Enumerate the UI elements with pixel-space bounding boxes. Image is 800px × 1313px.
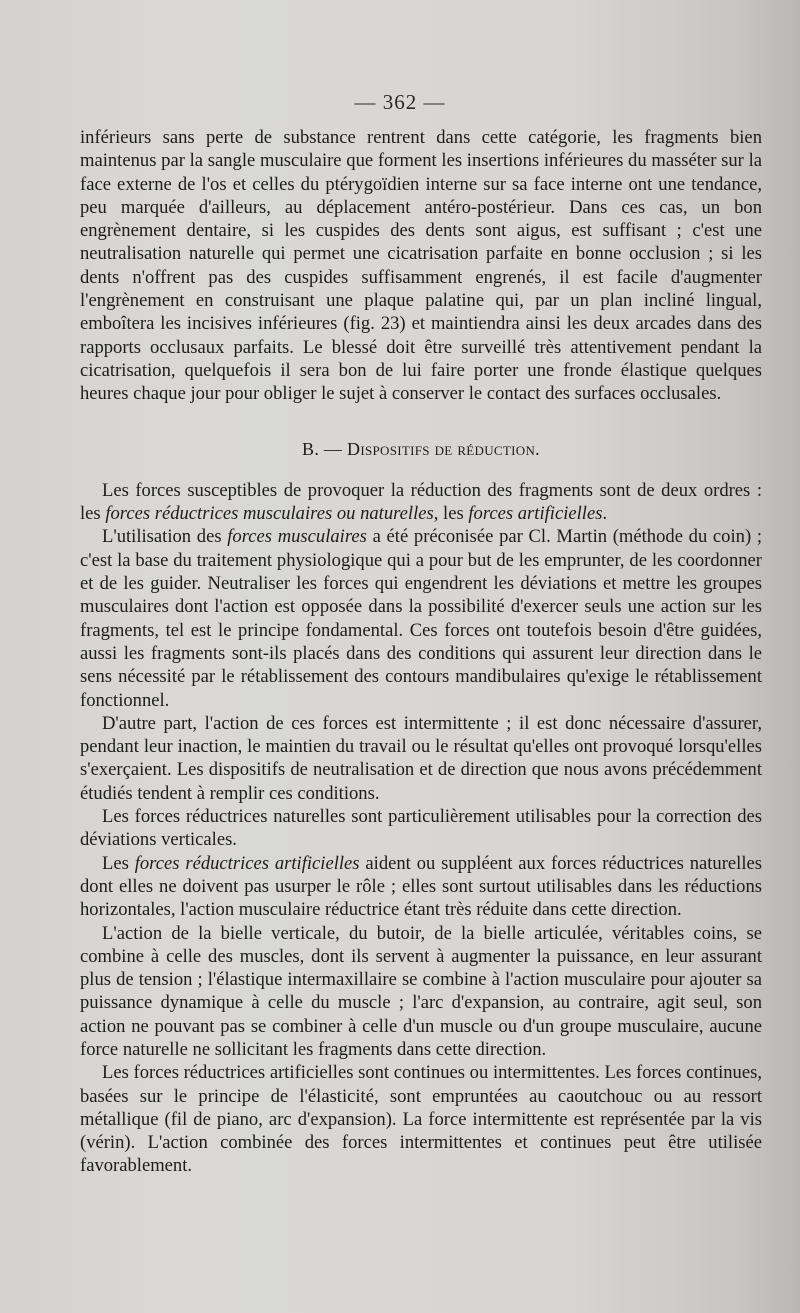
section-heading-prefix: B. — bbox=[302, 438, 348, 459]
paragraph-intermittent-action: D'autre part, l'action de ces forces est intermittente ; il est donc nécessaire d'assurer, pendant leur inaction, le maintien du travail ou le résultat qu'elles ont provoqué lorsqu'elles s'exerçaient. Les dispositifs de neutralisation et de direction que nous avons précédemment étudiés tendent à remplir ces conditions. bbox=[80, 712, 762, 804]
paragraph-forces-orders bbox=[80, 479, 762, 526]
section-heading-title: Dispositifs de réduction. bbox=[347, 438, 540, 459]
paragraph-muscular-forces bbox=[80, 525, 762, 711]
text: , les bbox=[433, 503, 469, 525]
paragraph-continuous-intermittent: Les forces réductrices artificielles sont continues ou intermittentes. Les forces continues, basées sur le principe de l'élasticité, sont empruntées au caoutchouc ou au ressort métallique (fil de piano, arc d'expansion). La force intermittente est représentée par la vis (vérin). L'action combinée des forces intermittentes et continues peut être utilisée favorablement. bbox=[80, 1062, 762, 1177]
text: Les bbox=[102, 852, 135, 874]
text: L'utilisation des bbox=[102, 526, 228, 548]
section-heading bbox=[80, 438, 762, 461]
emphasis: forces réductrices musculaires ou naturelles bbox=[105, 503, 434, 525]
emphasis: forces réductrices artificielles bbox=[134, 852, 360, 874]
text: aident ou suppléent aux forces réductrices naturelles dont elles ne doivent pas usurper le rôle ; elles sont surtout utilisables dans les réductions horizontales, l'action musculaire réductrice étant très réduite dans cette direction. bbox=[80, 852, 762, 921]
text: . bbox=[602, 503, 608, 525]
page-body bbox=[80, 126, 762, 1178]
page-number: — 362 — bbox=[354, 90, 446, 114]
emphasis: forces artificielles bbox=[468, 503, 603, 525]
paragraph-devices-action: L'action de la bielle verticale, du butoir, de la bielle articulée, véritables coins, se combine à celle des muscles, dont ils servent à augmenter la puissance, en leur assurant plus de tension ; l'élastique intermaxillaire se combine à l'action musculaire pour ajouter sa puissance dynamique à celle du muscle ; l'arc d'expansion, au contraire, agit seul, son action ne pouvant pas se combiner à celle d'un muscle ou d'un groupe musculaire, aucune force naturelle ne sollicitant les fragments dans cette direction. bbox=[80, 922, 762, 1060]
paragraph-natural-forces: Les forces réductrices naturelles sont particulièrement utilisables pour la correction des déviations verticales. bbox=[80, 806, 762, 851]
paragraph-artificial-forces bbox=[80, 852, 762, 922]
text: a été préconisée par Cl. Martin (méthode du coin) ; c'est la base du traitement physiologique qui a pour but de les emprunter, de les coordonner et de les guider. Neutraliser les forces qui engendrent les déviations et mettre les groupes musculaires dont l'action est opposée dans la possibilité d'exercer seuls une action sur les fragments, tel est le principe fondamental. Ces forces ont toutefois besoin d'être guidées, aussi les fragments sont-ils placés dans des conditions qui assurent leur direction dans le sens nécessité par le rétablissement des contours mandibulaires qu'exige le rétablissement fonctionnel. bbox=[80, 526, 762, 711]
text: Les forces susceptibles de provoquer la réduction des fragments sont de deux ordres : les bbox=[80, 479, 762, 525]
emphasis: forces musculaires bbox=[227, 526, 367, 548]
intro-paragraph: inférieurs sans perte de substance rentrent dans cette catégorie, les fragments bien maintenus par la sangle musculaire que forment les insertions inférieures du masséter sur la face externe de l'os et celles du ptérygoïdien interne sur sa face interne ont une tendance, peu marquée d'ailleurs, au déplacement antéro-postérieur. Dans ces cas, un bon engrènement dentaire, si les cuspides des dents sont aigus, est suffisant ; c'est une neutralisation naturelle qui permet une cicatrisation parfaite en bonne occlusion ; si les dents n'offrent pas des cuspides suffisamment engrenés, il est facile d'augmenter l'engrènement en construisant une plaque palatine qui, par un plan incliné lingual, emboîtera les incisives inférieures (fig. 23) et maintiendra ainsi les deux arcades dans des rapports occlusaux parfaits. Le blessé doit être surveillé très attentivement pendant la cicatrisation, quelquefois il sera bon de lui faire porter une fronde élastique quelques heures chaque jour pour obliger le sujet à conserver le contact des surfaces occlusales. bbox=[80, 127, 762, 405]
